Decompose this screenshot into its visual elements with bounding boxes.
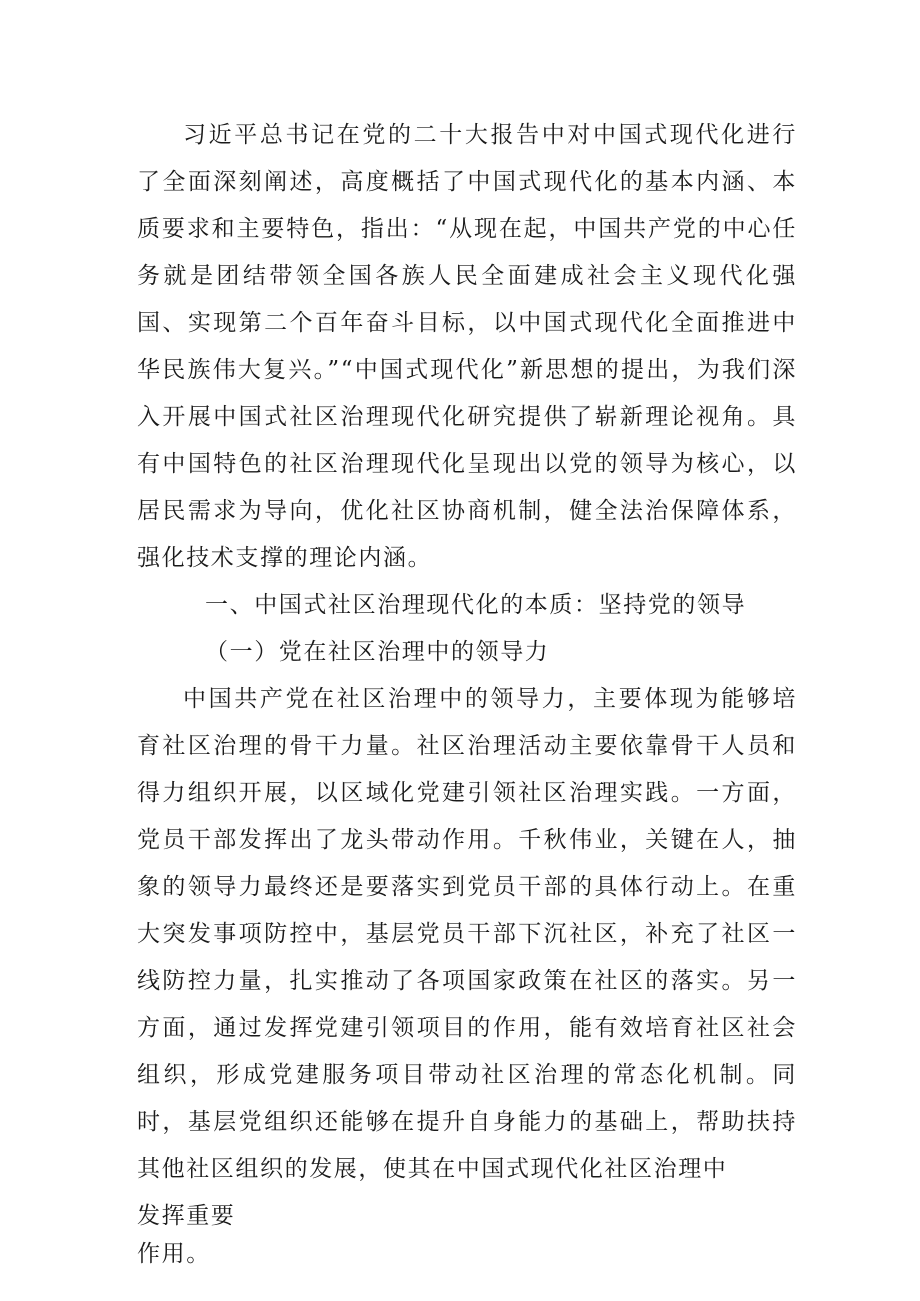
subsection-heading: （一）党在社区治理中的领导力 [205,639,550,665]
document-body [137,112,797,1274]
body-paragraph-continuation: 发挥重要 [137,1203,236,1229]
body-paragraph: 中国共产党在社区治理中的领导力，主要体现为能够培育社区治理的骨干力量。社区治理活动主要依靠骨干人员和得力组织开展，以区域化党建引领社区治理实践。一方面，党员干部发挥出了龙头带动作用。千秋伟业，关键在人，抽象的领导力最终还是要落实到党员干部的具体行动上。在重大突发事项防控中，基层党员干部下沉社区，补充了社区一线防控力量，扎实推动了各项国家政策在社区的落实。另一方面，通过发挥党建引领项目的作用，能有效培育社区社会组织，形成党建服务项目带动社区治理的常态化机制。同时，基层党组织还能够在提升自身能力的基础上，帮助扶持其他社区组织的发展，使其在中国式现代化社区治理中 [137,686,797,1182]
body-paragraph-ending: 作用。 [137,1241,211,1267]
intro-paragraph: 习近平总书记在党的二十大报告中对中国式现代化进行了全面深刻阐述，高度概括了中国式现代化的基本内涵、本质要求和主要特色，指出：“从现在起，中国共产党的中心任务就是团结带领全国各族人民全面建成社会主义现代化强国、实现第二个百年奋斗目标，以中国式现代化全面推进中华民族伟大复兴。”“中国式现代化”新思想的提出，为我们深入开展中国式社区治理现代化研究提供了崭新理论视角。具有中国特色的社区治理现代化呈现出以党的领导为核心，以居民需求为导向，优化社区协商机制，健全法治保障体系，强化技术支撑的理论内涵。 [137,122,797,571]
section-heading: 一、中国式社区治理现代化的本质：坚持党的领导 [205,592,747,618]
